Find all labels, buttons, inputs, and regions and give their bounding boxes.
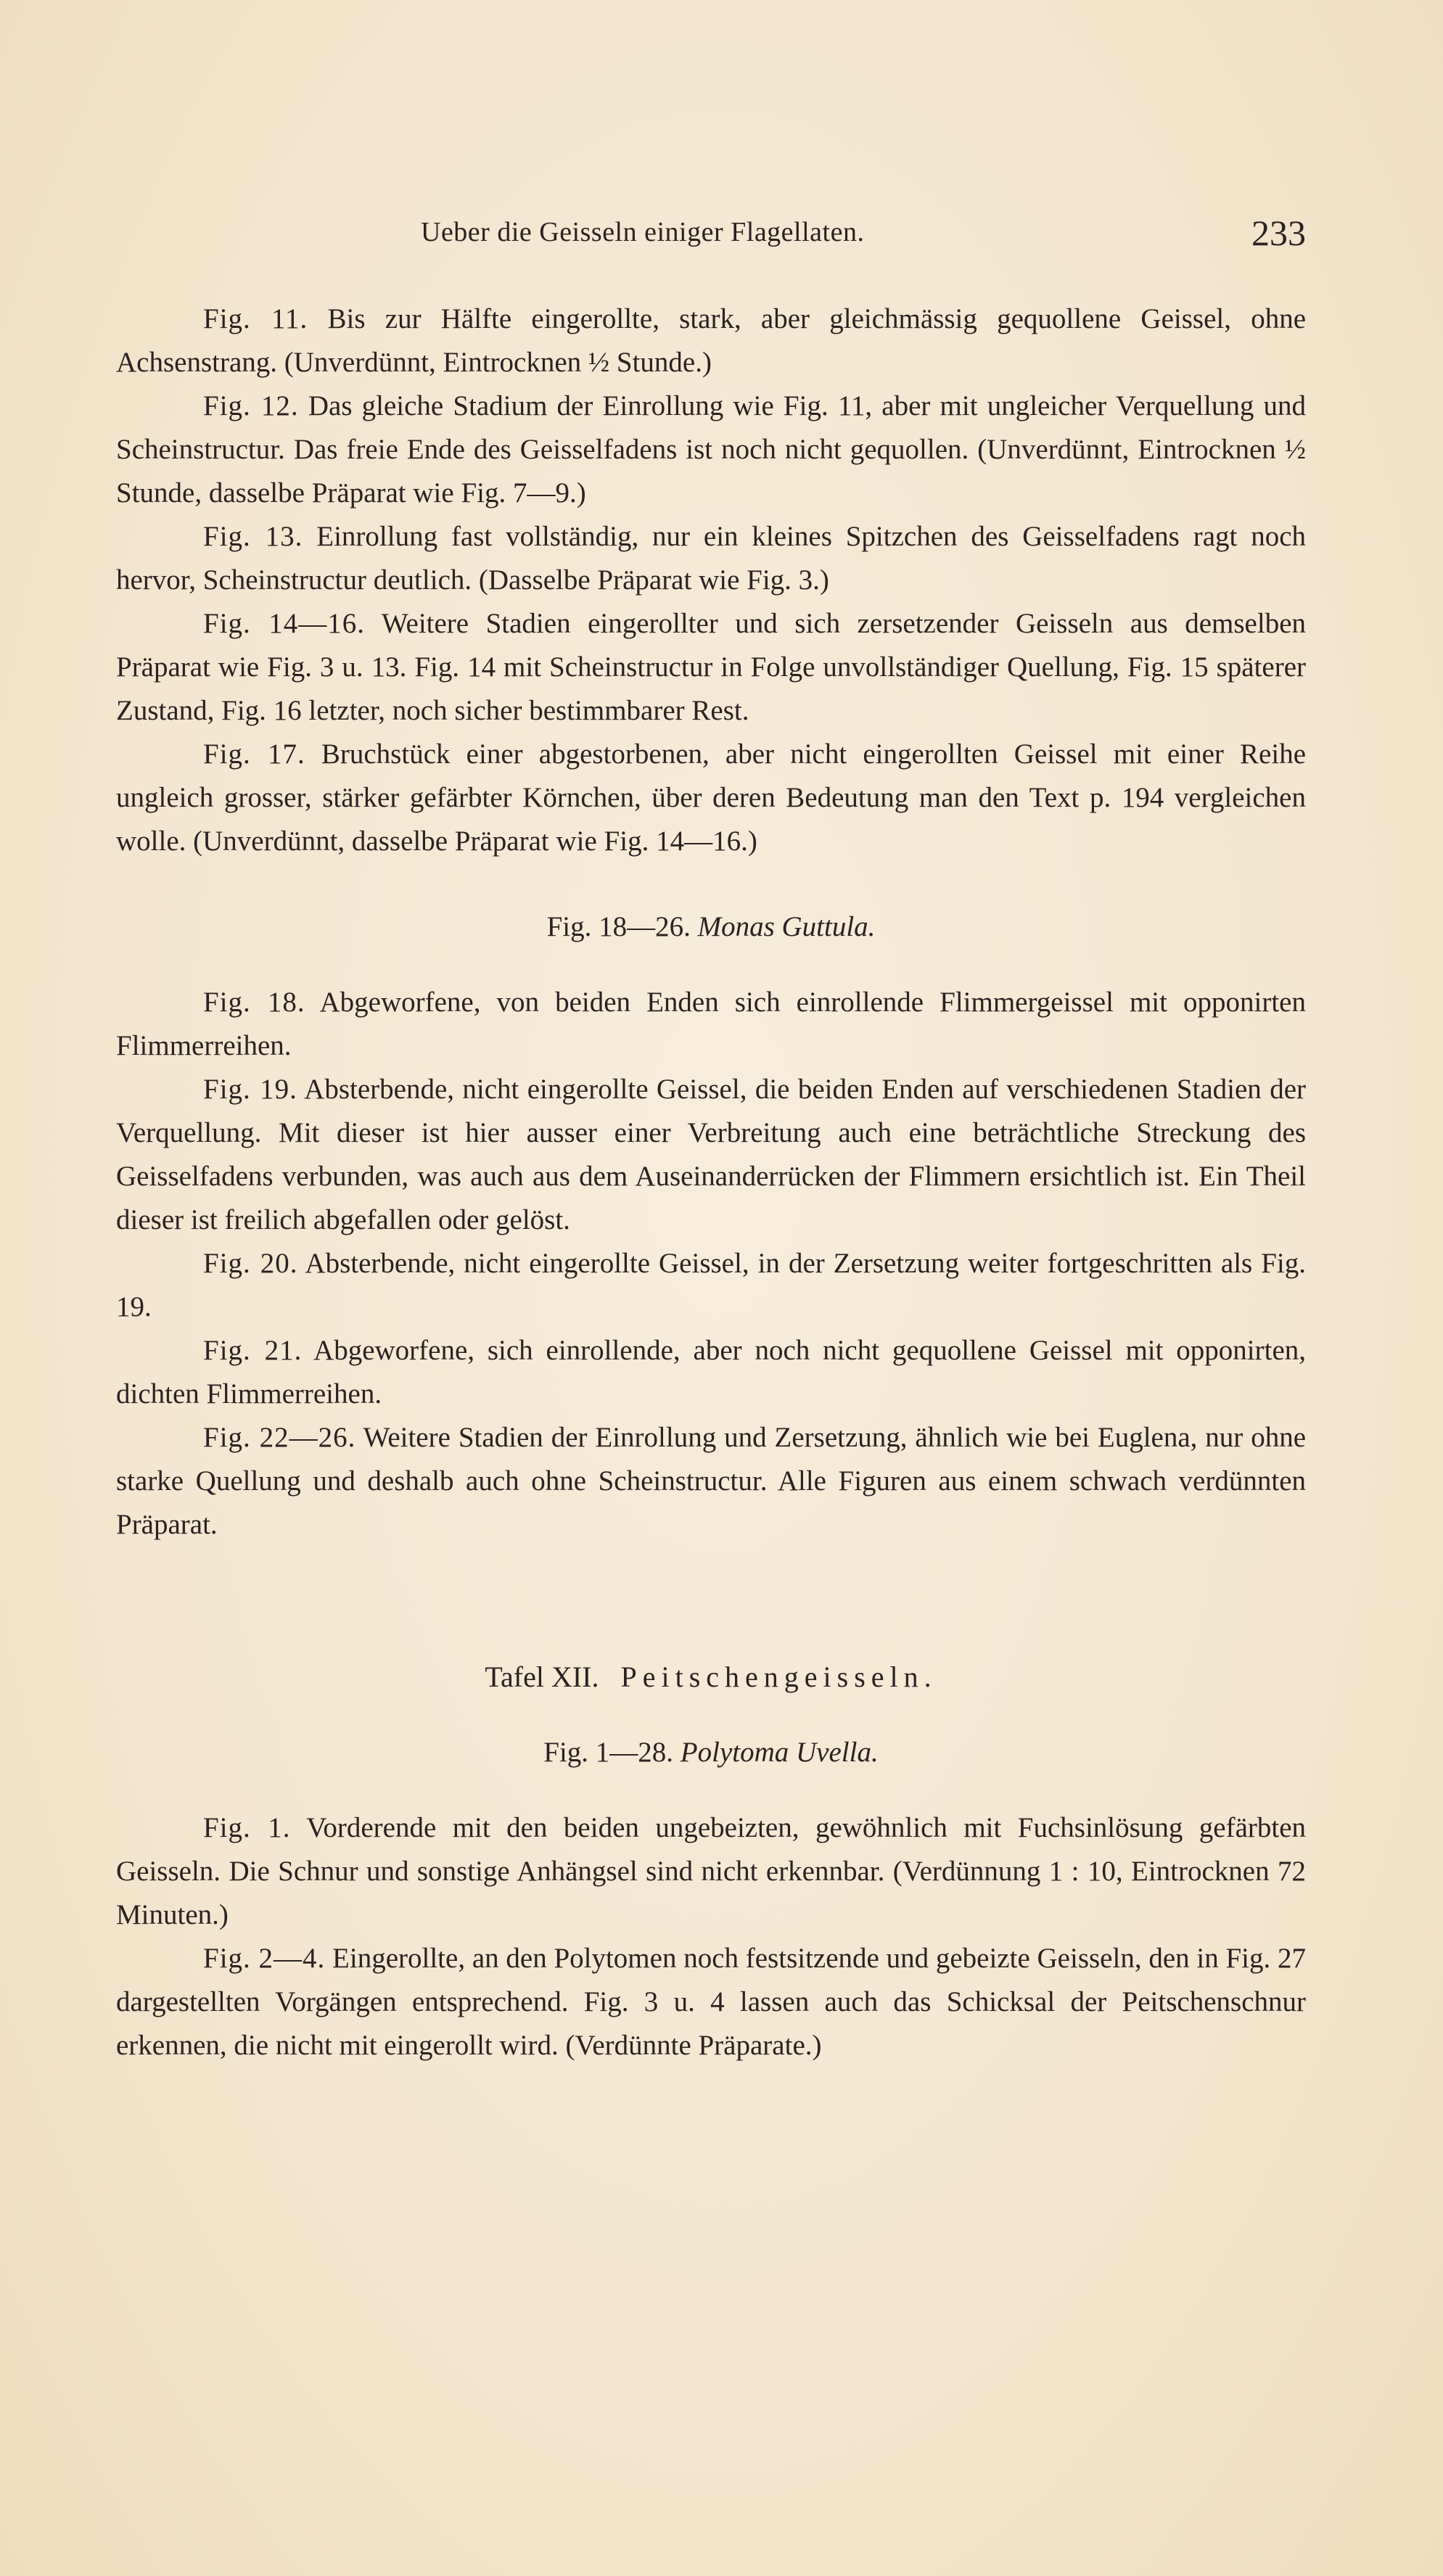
figure-label: Fig. 21. xyxy=(203,1335,303,1366)
figure-label: Fig. 19. xyxy=(203,1074,297,1105)
running-title: Ueber die Geisseln einiger Flagellaten. xyxy=(421,217,865,247)
figure-caption xyxy=(116,1329,1306,1416)
figure-label: Fig. 1. xyxy=(203,1812,291,1843)
figure-caption xyxy=(116,1068,1306,1242)
figure-caption xyxy=(116,1937,1306,2067)
figure-label: Fig. 20. xyxy=(203,1248,298,1279)
figure-caption xyxy=(116,981,1306,1068)
plate-label: Tafel XII. xyxy=(485,1661,599,1693)
figure-text: Bis zur Hälfte eingerollte, stark, aber gleichmässig gequollene Geissel, ohne Achsenstrang. (Unverdünnt, Eintrocknen ½ Stunde.) xyxy=(116,303,1306,378)
figure-caption xyxy=(116,297,1306,384)
figure-text: Einrollung fast vollständig, nur ein kleines Spitzchen des Geisselfadens ragt noch hervor, Scheinstructur deutlich. (Dasselbe Präparat wie Fig. 3.) xyxy=(116,521,1307,596)
figure-label: Fig. 2—4. xyxy=(203,1943,326,1974)
section-heading-polytoma xyxy=(116,1731,1306,1774)
figure-text: Das gleiche Stadium der Einrollung wie Fig. 11, aber mit ungleicher Verquellung und Scheinstructur. Das freie Ende des Geisselfadens ist noch nicht gequollen. (Unverdünnt, Eintrocknen ½ Stunde, dasselbe Präparat wie Fig. 7—9.) xyxy=(116,390,1307,509)
figure-text: Vorderende mit den beiden ungebeizten, gewöhnlich mit Fuchsinlösung gefärbten Geisseln. Die Schnur und sonstige Anhängsel sind nicht erkennbar. (Verdünnung 1 : 10, Eintrocknen 72 Minuten.) xyxy=(116,1812,1307,1930)
figure-text: Weitere Stadien der Einrollung und Zersetzung, ähnlich wie bei Euglena, nur ohne starke Quellung und deshalb auch ohne Scheinstructur. Alle Figuren aus einem schwach verdünnten Präparat. xyxy=(116,1422,1307,1540)
figure-text: Abgeworfene, von beiden Enden sich einrollende Flimmergeissel mit opponirten Flimmerreihen. xyxy=(116,987,1306,1061)
figure-label: Fig. 11. xyxy=(203,303,308,334)
page-header xyxy=(116,212,1306,263)
section-figure-range: Fig. 1—28. xyxy=(543,1737,674,1768)
figure-label: Fig. 12. xyxy=(203,390,299,421)
figure-text: Weitere Stadien eingerollter und sich zersetzender Geisseln aus demselben Präparat wie Fig. 3 u. 13. Fig. 14 mit Scheinstructur in Folge unvollständiger Quellung, Fig. 15 späterer Zustand, Fig. 16 letzter, noch sicher bestimmbarer Rest. xyxy=(116,608,1307,726)
figure-text: Absterbende, nicht eingerollte Geissel, in der Zersetzung weiter fortgeschritten als Fig. 19. xyxy=(116,1248,1306,1322)
figure-text: Abgeworfene, sich einrollende, aber noch nicht gequollene Geissel mit opponirten, dichten Flimmerreihen. xyxy=(116,1335,1307,1410)
figure-caption xyxy=(116,384,1306,515)
section-species: Monas Guttula. xyxy=(697,911,876,942)
figure-label: Fig. 14—16. xyxy=(203,608,366,639)
figure-label: Fig. 22—26. xyxy=(203,1422,356,1453)
figure-caption xyxy=(116,1416,1306,1547)
plate-title: Peitschengeisseln. xyxy=(620,1661,937,1693)
page-body xyxy=(116,297,1306,2067)
figure-label: Fig. 17. xyxy=(203,738,305,770)
page-number: 233 xyxy=(1251,213,1306,253)
figure-caption xyxy=(116,1242,1306,1329)
section-figure-range: Fig. 18—26. xyxy=(546,911,691,942)
figure-text: Eingerollte, an den Polytomen noch festsitzende und gebeizte Geisseln, den in Fig. 27 dargestellten Vorgängen entsprechend. Fig. 3 u. 4 lassen auch das Schicksal der Peitschenschnur erkennen, die nicht mit eingerollt wird. (Verdünnte Präparate.) xyxy=(116,1943,1306,2061)
plate-heading xyxy=(116,1655,1306,1699)
figure-label: Fig. 13. xyxy=(203,521,303,552)
section-species: Polytoma Uvella. xyxy=(680,1737,879,1768)
figure-caption xyxy=(116,733,1306,863)
section-heading-monas xyxy=(116,905,1306,949)
figure-caption xyxy=(116,515,1306,602)
figure-text: Absterbende, nicht eingerollte Geissel, die beiden Enden auf verschiedenen Stadien der Verquellung. Mit dieser ist hier ausser einer Verbreitung auch eine beträchtliche Streckung des Geisselfadens verbunden, was auch aus dem Auseinanderrücken der Flimmern ersichtlich ist. Ein Theil dieser ist freilich abgefallen oder gelöst. xyxy=(116,1074,1306,1235)
figure-text: Bruchstück einer abgestorbenen, aber nicht eingerollten Geissel mit einer Reihe ungleich grosser, stärker gefärbter Körnchen, über deren Bedeutung man den Text p. 194 vergleichen wolle. (Unverdünnt, dasselbe Präparat wie Fig. 14—16.) xyxy=(116,738,1306,857)
figure-label: Fig. 18. xyxy=(203,987,305,1018)
figure-caption xyxy=(116,602,1306,733)
figure-caption xyxy=(116,1806,1306,1937)
